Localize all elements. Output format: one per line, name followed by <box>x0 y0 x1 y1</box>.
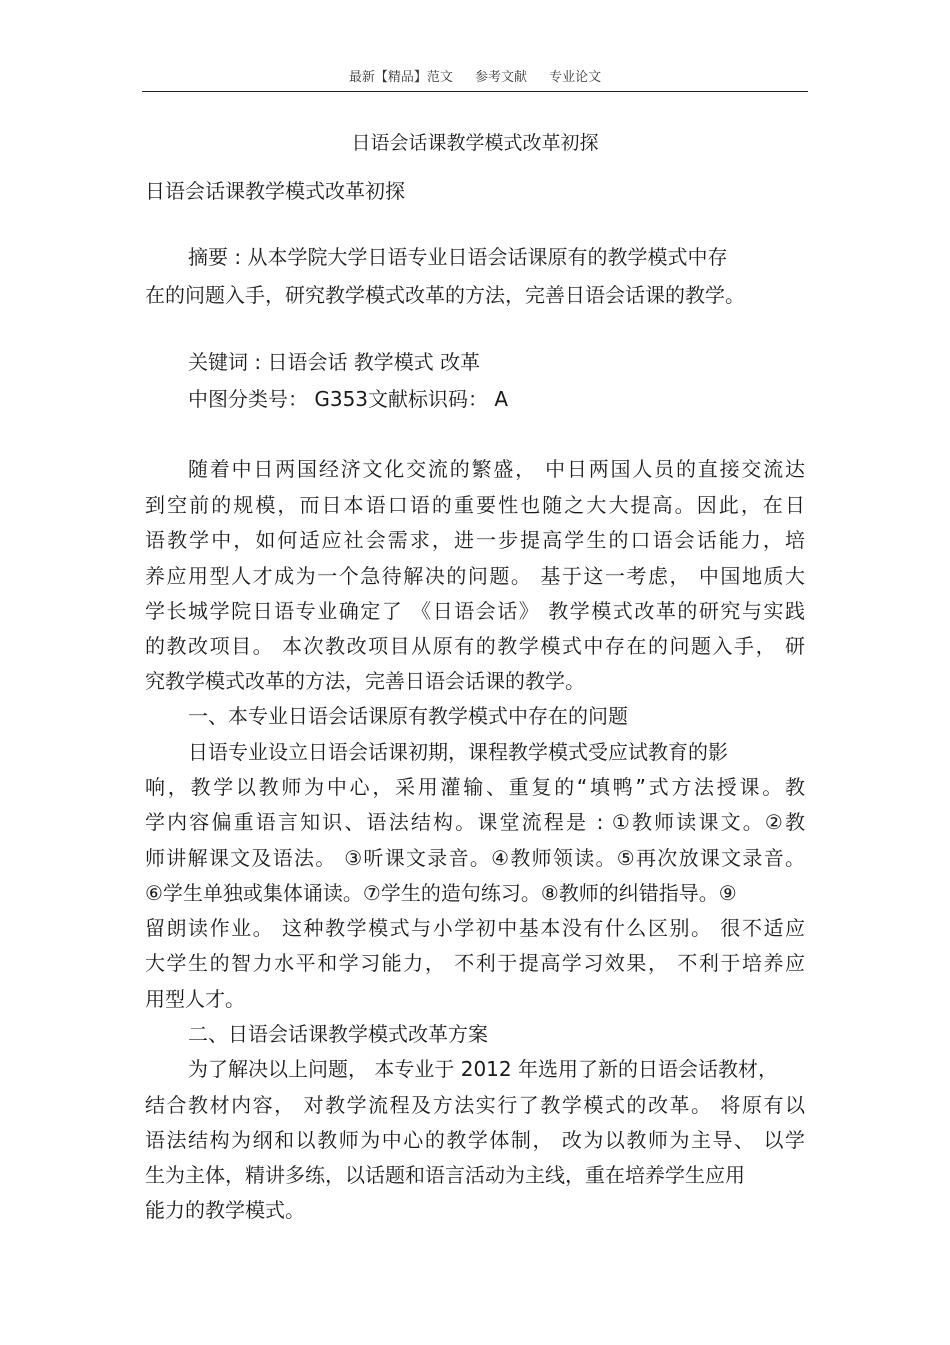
header-item-fanwen: 最新【精品】范文 <box>348 70 453 85</box>
classification-line: 中图分类号： G353文献标识码： A <box>188 387 509 411</box>
body-line: 学内容偏重语言知识、语法结构。课堂流程是 : ①教师读课文。②教 <box>145 810 805 834</box>
header-item-references: 参考文献 <box>474 70 527 85</box>
body-line: 留朗读作业。 这种教学模式与小学初中基本没有什么区别。 很不适应 <box>145 916 805 940</box>
abstract-line-2: 在的问题入手，研究教学模式改革的方法，完善日语会话课的教学。 <box>145 283 745 307</box>
abstract-line-1: 摘要 : 从本学院大学日语专业日语会话课原有的教学模式中存 <box>188 245 728 269</box>
body-line: 随着中日两国经济文化交流的繁盛， 中日两国人员的直接交流达 <box>188 457 805 481</box>
document-subtitle: 日语会话课教学模式改革初探 <box>145 179 405 203</box>
section-heading-2: 二、日语会话课教学模式改革方案 <box>188 1022 488 1046</box>
body-line: 师讲解课文及语法。 ③听课文录音。④教师领读。⑤再次放课文录音。 <box>145 846 805 870</box>
body-line: 学长城学院日语专业确定了 《日语会话》 教学模式改革的研究与实践 <box>145 599 805 623</box>
body-line: 结合教材内容， 对教学流程及方法实行了教学模式的改革。 将原有以 <box>145 1093 805 1117</box>
body-line: 为了解决以上问题， 本专业于 2012 年选用了新的日语会话教材， <box>188 1057 778 1081</box>
body-line: 语教学中，如何适应社会需求，进一步提高学生的口语会话能力，培 <box>145 528 805 552</box>
keywords-line: 关键词 : 日语会话 教学模式 改革 <box>188 350 481 374</box>
body-line: 语法结构为纲和以教师为中心的教学体制， 改为以教师为主导、 以学 <box>145 1128 805 1152</box>
body-line: 的教改项目。 本次教改项目从原有的教学模式中存在的问题入手， 研 <box>145 634 805 658</box>
body-line: 用型人才。 <box>145 987 245 1011</box>
body-line: 究教学模式改革的方法，完善日语会话课的教学。 <box>145 669 585 693</box>
document-title: 日语会话课教学模式改革初探 <box>351 132 599 154</box>
body-line: ⑥学生单独或集体诵读。⑦学生的造句练习。⑧教师的纠错指导。⑨ <box>145 881 737 905</box>
body-line: 能力的教学模式。 <box>145 1198 305 1222</box>
page-header <box>0 66 950 85</box>
section-heading-1: 一、本专业日语会话课原有教学模式中存在的问题 <box>188 704 628 728</box>
body-line: 养应用型人才成为一个急待解决的问题。 基于这一考虑， 中国地质大 <box>145 564 805 588</box>
body-line: 大学生的智力水平和学习能力， 不利于提高学习效果， 不利于培养应 <box>145 951 805 975</box>
body-line: 响，教学以教师为中心，采用灌输、重复的“填鸭”式方法授课。教 <box>145 775 805 799</box>
header-rule <box>142 91 808 92</box>
header-item-papers: 专业论文 <box>549 70 602 85</box>
body-line: 生为主体，精讲多练，以话题和语言活动为主线，重在培养学生应用 <box>145 1163 745 1187</box>
body-line: 到空前的规模，而日本语口语的重要性也随之大大提高。因此，在日 <box>145 493 805 517</box>
body-line: 日语专业设立日语会话课初期，课程教学模式受应试教育的影 <box>188 740 728 764</box>
